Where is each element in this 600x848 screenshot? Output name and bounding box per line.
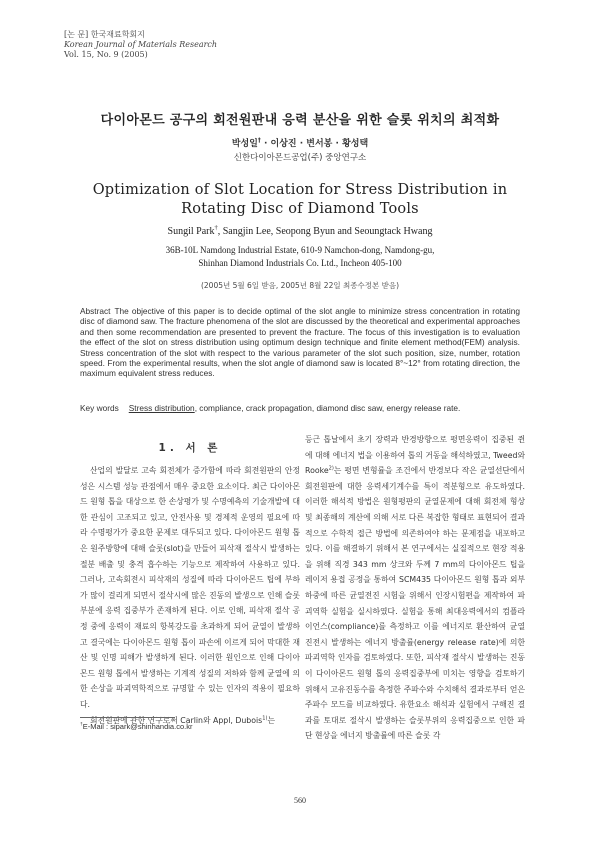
author-first-ko: 박성일	[231, 139, 258, 149]
body-column-left	[80, 432, 300, 728]
corresponding-mark: †	[257, 138, 261, 144]
para2-start: 회전원판에 관한 연구로써 Carlin와 Appl, Dubois	[90, 715, 263, 725]
footnote-divider	[80, 717, 175, 718]
keywords	[80, 403, 520, 413]
footnote-mark: †	[80, 722, 83, 728]
keywords-label: Key words	[80, 403, 119, 413]
author-first-en: Sungil Park	[167, 226, 215, 237]
authors-rest-ko: · 이상진 · 변서봉 · 황성택	[260, 139, 369, 149]
title-en-line-1: Optimization of Slot Location for Stress Distribution in	[92, 182, 508, 198]
journal-header	[64, 30, 217, 60]
authors-korean	[0, 136, 600, 149]
abstract	[80, 306, 520, 379]
keyword-first: Stress distribution	[128, 403, 195, 413]
paper-title-english	[0, 181, 600, 219]
citation-2: 2)	[328, 465, 334, 472]
right-text-a: 등근 톱날에서 초기 장력과 반경방향으로 평면응력이 집중된 쥔에 대해 에너지 법을 이용하여 톱의 거동을 해석하였고, Tweed와 Rooke	[305, 435, 525, 476]
affiliation-english	[0, 244, 600, 270]
right-text-b: 는 평면 변형률을 조건에서 반경보다 작은 균열선단에서 회전원판에 대한 응력세기계수를 특이 적분형으로 유도하였다. 이러한 해석적 방법은 원형평판의 균열문제에 대해 회전체 형상 및 최종해의 계산에 의해 서로 다른 복잡한 형태로 표현되어 결과적으로 수학적 접근 방법에 의존하여야 하는 문제점을 내포하고 있다. 이를 해결하기 위해서 본 연구에서는 실질적으로 현장 적용을 위해 직경 343 mm 상크와 두께 7 mm의 다이아몬드 팁을 레이저 용접 공정을 통하여 SCM435 다이아몬드 원형 톱과 외부 하중에 따른 균열전진 시험을 위해서 인장시험편을 제작하여 파괴역학 실험을 실시하였다. 실험을 통해 최대응력에서의 컴플라이언스(compliance)를 측정하고 이를 에너지로 환산하여 균열 진전시 발생하는 에너지 방출률(energy release rate)에 의한 파괴역학 인자를 검토하였다. 또한, 피삭재 절삭시 발생하는 진동이 다이아몬드 원형 톱의 응력집중부에 미치는 영향을 검토하기 위해서 고유진동수를 측정한 주파수와 수치해석 결과로부터 얻은 주파수 모드를 비교하였다. 유한요소 해석과 실험에서 구해진 결과를 토대로 절삭시 발생하는 슬롯부위의 응력집중으로 인한 파단 현상을 에너지 방출률에 따른 슬롯 각	[305, 466, 525, 741]
authors-english	[0, 226, 600, 237]
authors-rest-en: , Sangjin Lee, Seopong Byun and Seoungtack Hwang	[217, 226, 433, 237]
body-column-right	[305, 432, 525, 744]
title-en-line-2: Rotating Disc of Diamond Tools	[181, 201, 419, 217]
citation-1: 1)	[262, 714, 268, 721]
journal-volume: Vol. 15, No. 9 (2005)	[64, 50, 148, 59]
page-number: 560	[294, 796, 306, 805]
affiliation-en-line-1: 36B-10L Namdong Industrial Estate, 610-9 Namchon-dong, Namdong-gu,	[165, 245, 435, 255]
paper-title-korean: 다이아몬드 공구의 회전원판내 응력 분산을 위한 슬롯 위치의 최적화	[100, 113, 500, 128]
abstract-text: The objective of this paper is to decide optimal of the slot angle to minimize stress concentration in rotating disc of diamond saw. The fracture phenomena of the slot are discussed by the theoretical and experimental approaches and then some recommendation are presented to prevent the fracture. The focus of this investigation is to evaluation the effect of the slot on stress distribution using optimum design technique and finite element method(FEM) analysis. Stress concentration of the slot with respect to the various parameter of the slot such position, size, number, rotation speed. From the experimental results, when the slot angle of diamond saw is located 8°~12° from rotating direction, the maximum equivalent stress reduces.	[80, 306, 520, 379]
abstract-label: Abstract	[80, 306, 111, 316]
keywords-rest: , compliance, crack propagation, diamond disc saw, energy release rate.	[194, 403, 461, 413]
para2-end: 는	[267, 715, 275, 725]
body-paragraph-continued	[305, 432, 525, 744]
received-dates: (2005년 5월 6일 받음, 2005년 8월 22일 최종수정본 받음)	[200, 281, 399, 290]
corresponding-mark-en: †	[214, 224, 218, 232]
journal-name-ko: [논 문] 한국재료학회지	[64, 30, 145, 39]
journal-name-en: Korean Journal of Materials Research	[64, 40, 218, 49]
body-paragraph-1: 산업의 발달로 고속 회전체가 증가함에 따라 회전원판의 안정성은 시스템 성능 관점에서 매우 중요한 요소이다. 최근 다이아몬드 원형 톱을 대상으로 한 손상평가 및 수명예측의 기술개발에 대한 관심이 고조되고 있고, 안전사용 및 경제적 운영의 필요에 따라 수명평가가 중요한 문제로 대두되고 있다. 다이아몬드 원형 톱은 원주방향에 대해 슬롯(slot)을 만들어 피삭재 절삭시 발생하는 절분 배출 및 충격 흡수하는 기능으로 제작하여 사용하고 있다. 그러나, 고속회전시 피삭재의 성질에 따라 다이아몬드 팁에 부하가 많이 걸리게 되면서 절삭시에 많은 진동의 발생으로 인해 슬롯부분에 응력 집중부가 존재하게 된다. 이로 인해, 피삭재 절삭 공정 중에 응력이 재료의 항복강도를 초과하게 되어 균열이 발생하고 결국에는 다이아몬드 원형 톱이 파손에 이르게 되어 막대한 재산 및 인명 피해가 발생하게 된다. 이러한 원인으로 인해 다이아몬드 원형 톱에서 발생하는 기계적 성질의 저하와 함께 균열에 의한 손상을 파괴역학적으로 규명할 수 있는 인자의 적용이 필요하다.	[80, 466, 300, 709]
affiliation-korean: 신한다이아몬드공업(주) 중앙연구소	[233, 153, 367, 163]
footnote-email: E-Mail : sipark@shinhandia.co.kr	[82, 722, 193, 731]
affiliation-en-line-2: Shinhan Diamond Industrials Co. Ltd., Incheon 405-100	[198, 258, 402, 268]
section-heading: 1. 서 론	[158, 442, 222, 454]
footnote	[80, 722, 192, 731]
